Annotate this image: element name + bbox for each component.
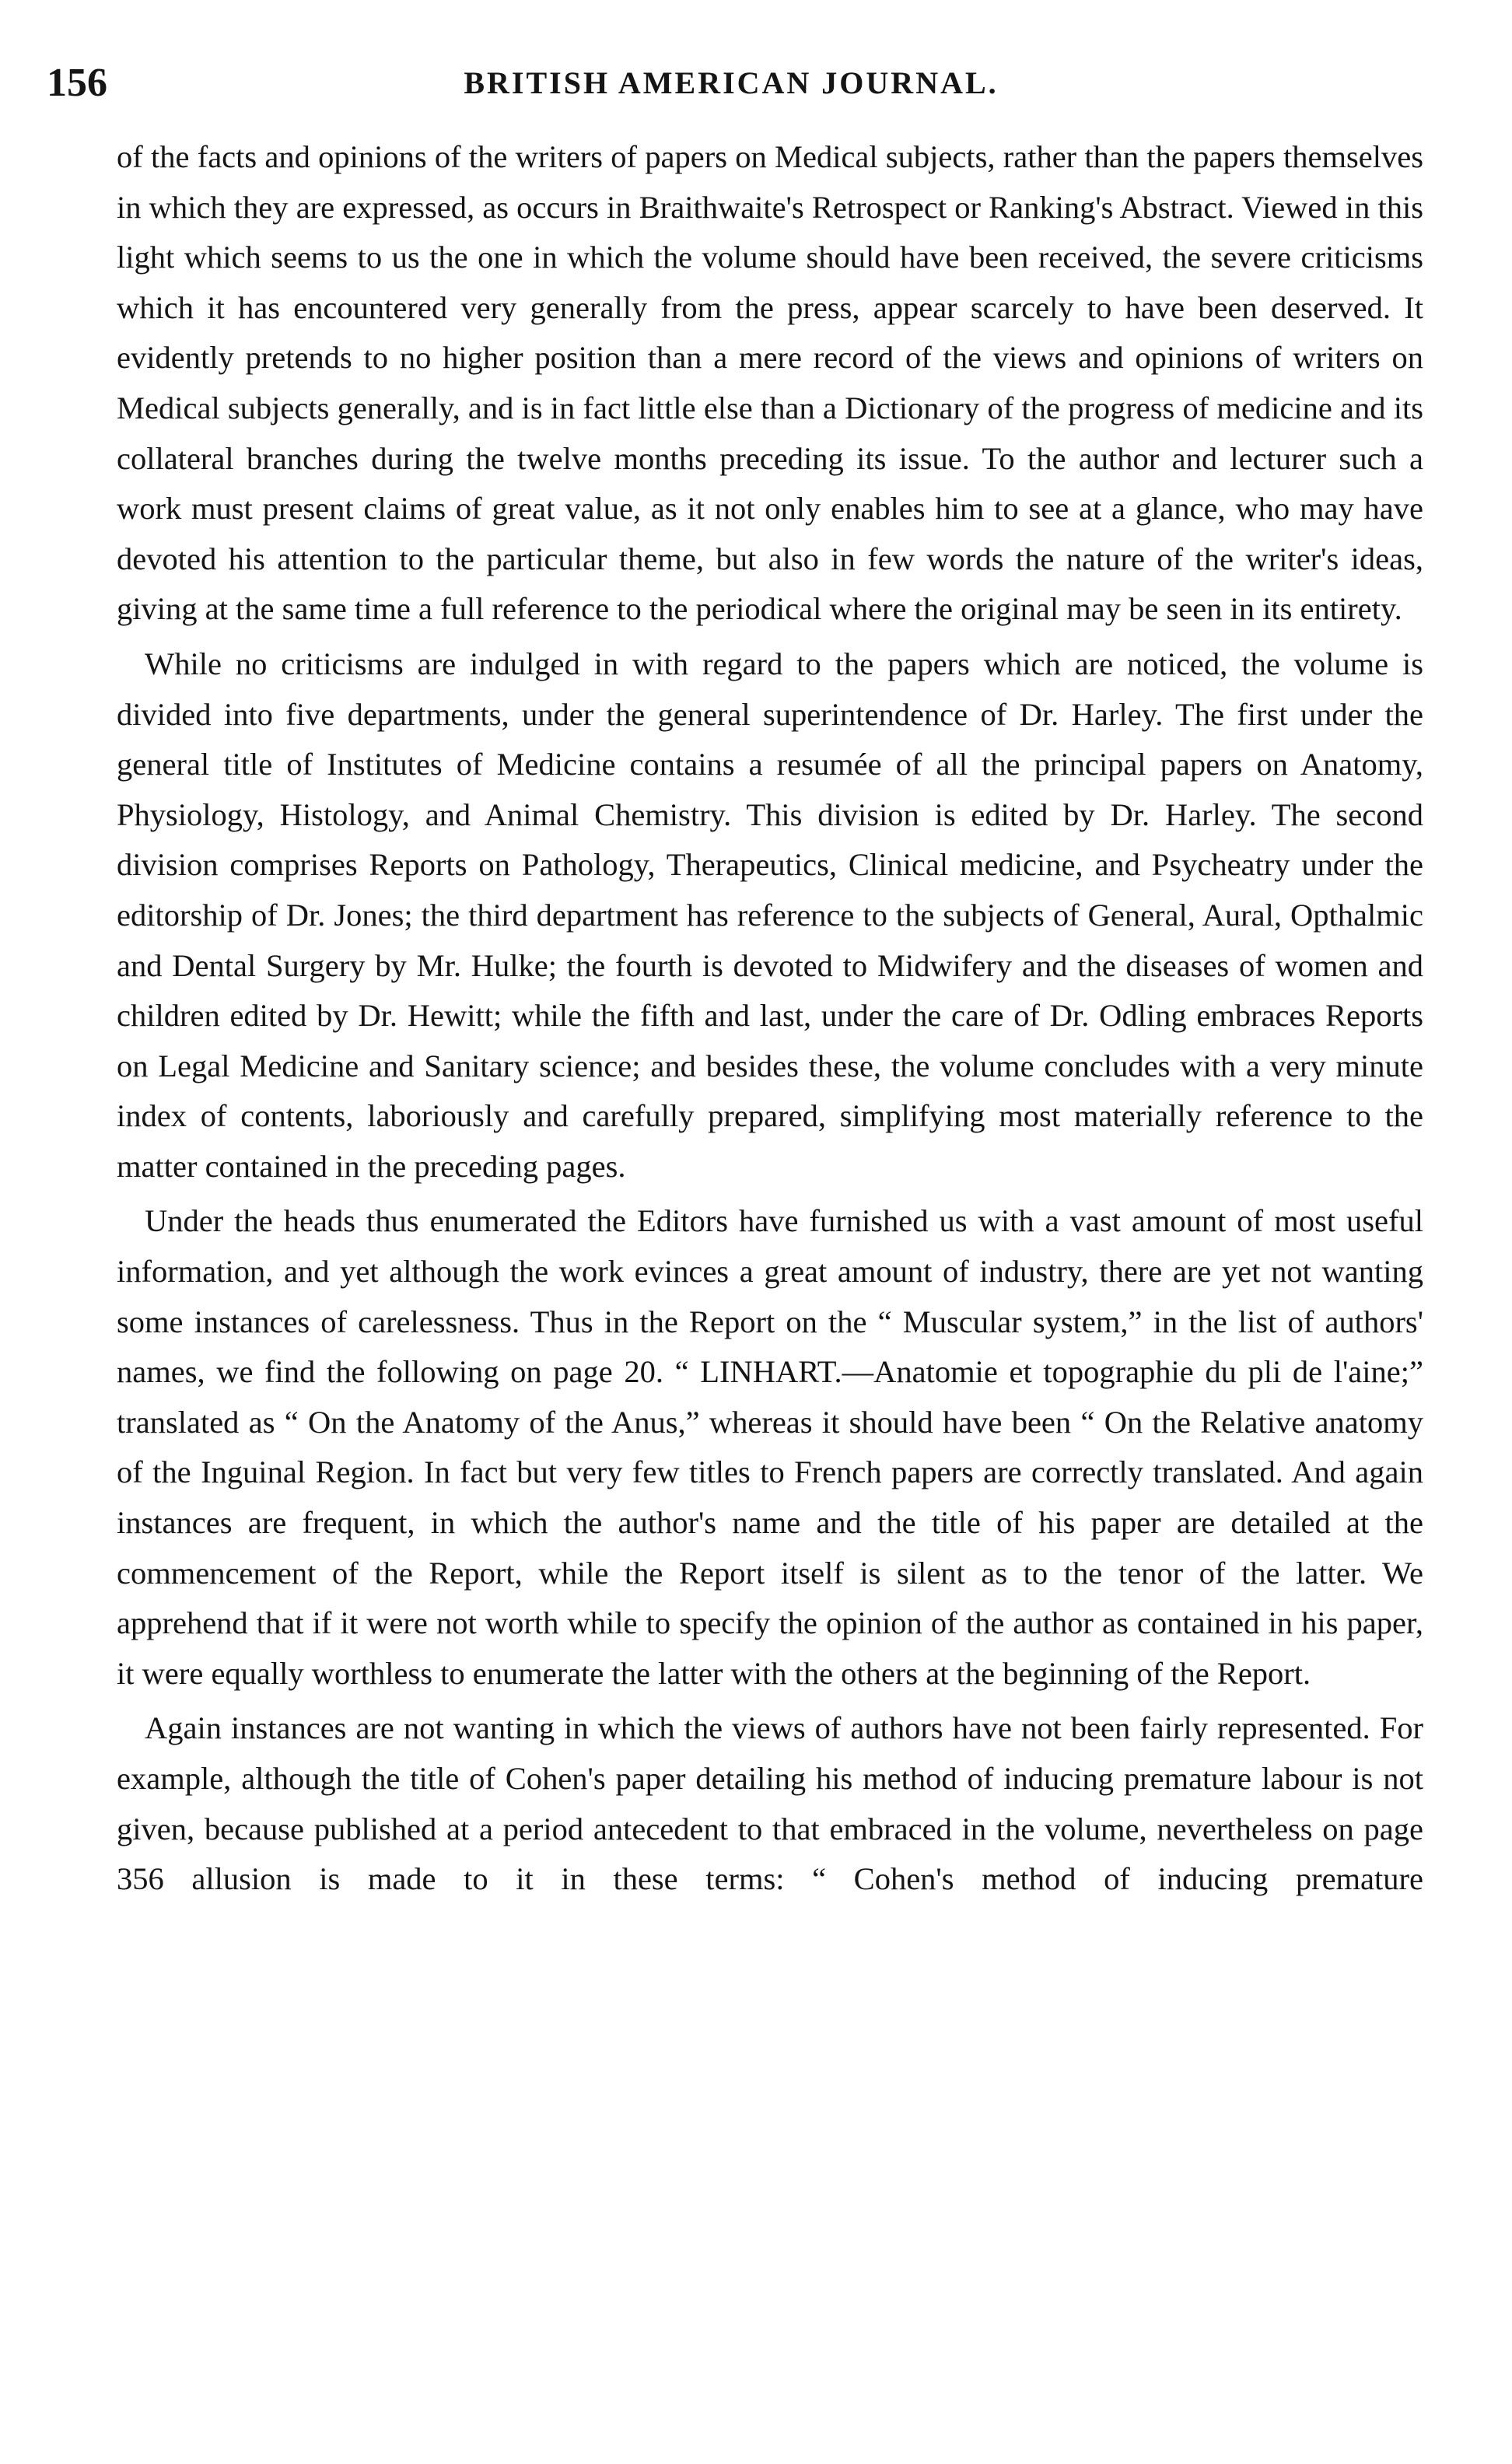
article-text xyxy=(117,132,1423,1905)
paragraph-continuation: of the facts and opinions of the writers of papers on Medical subjects, rather than the papers themselves in which they are expressed, as occurs in Braithwaite's Retrospect or Ranking's Abstract. Viewed in this light which seems to us the one in which the volume should have been received, the severe criticisms which it has encountered very generally from the press, appear scarcely to have been deserved. It evidently pretends to no higher position than a mere record of the views and opinions of writers on Medical subjects generally, and is in fact little else than a Dictionary of the progress of medicine and its collateral branches during the twelve months preceding its issue. To the author and lecturer such a work must present claims of great value, as it not only enables him to see at a glance, who may have devoted his attention to the particular theme, but also in few words the nature of the writer's ideas, giving at the same time a full reference to the periodical where the original may be seen in its entirety. xyxy=(117,139,1423,627)
journal-title: BRITISH AMERICAN JOURNAL. xyxy=(464,65,999,100)
paragraph-misrepresentation: Again instances are not wanting in which the views of authors have not been fairly represented. For example, although the title of Cohen's paper detailing his method of inducing premature labour is not given, because published at a period antecedent to that embraced in the volume, nevertheless on page 356 allusion is made to it in these terms: “ Cohen's method of inducing premature xyxy=(117,1710,1423,1897)
page-number: 156 xyxy=(47,61,107,105)
paragraph-carelessness: Under the heads thus enumerated the Editors have furnished us with a vast amount of most useful information, and yet although the work evinces a great amount of industry, there are yet not wanting some instances of carelessness. Thus in the Report on the “ Muscular system,” in the list of authors' names, we find the following on page 20. “ LINHART.—Anatomie et topographie du pli de l'aine;” translated as “ On the Anatomy of the Anus,” whereas it should have been “ On the Relative anatomy of the Inguinal Region. In fact but very few titles to French papers are correctly translated. And again instances are frequent, in which the author's name and the title of his paper are detailed at the commencement of the Report, while the Report itself is silent as to the tenor of the latter. We apprehend that if it were not worth while to specify the opinion of the author as contained in his paper, it were equally worthless to enumerate the latter with the others at the beginning of the Report. xyxy=(117,1203,1423,1691)
paragraph-departments: While no criticisms are indulged in with regard to the papers which are noticed, the volume is divided into five departments, under the general superintendence of Dr. Harley. The first under the general title of Institutes of Medicine contains a resumée of all the principal papers on Anatomy, Physiology, Histology, and Animal Chemistry. This division is edited by Dr. Harley. The second division comprises Reports on Pathology, Therapeutics, Clinical medicine, and Psycheatry under the editorship of Dr. Jones; the third department has reference to the subjects of General, Aural, Opthalmic and Dental Surgery by Mr. Hulke; the fourth is devoted to Midwifery and the diseases of women and children edited by Dr. Hewitt; while the fifth and last, under the care of Dr. Odling embraces Reports on Legal Medicine and Sanitary science; and besides these, the volume concludes with a very minute index of contents, laboriously and carefully prepared, simplifying most materially reference to the matter contained in the preceding pages. xyxy=(117,646,1423,1184)
running-head xyxy=(47,48,1416,118)
